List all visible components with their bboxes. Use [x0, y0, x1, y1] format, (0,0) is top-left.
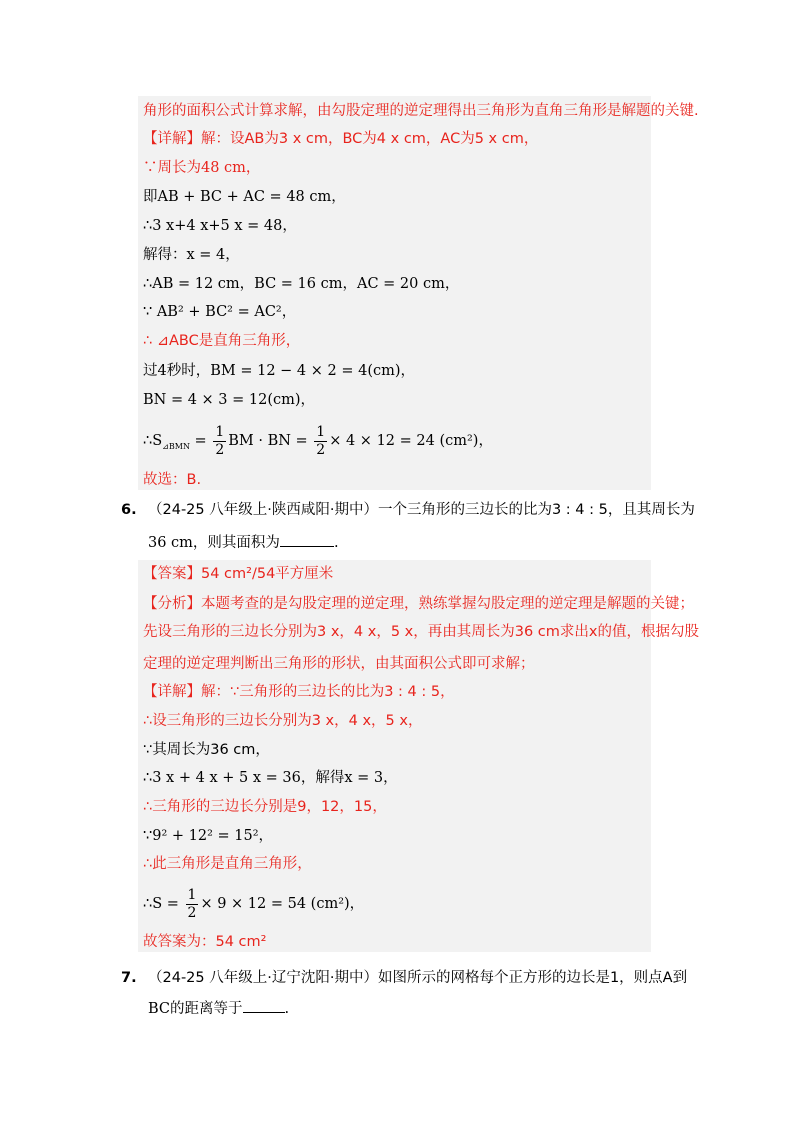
q6-detail-4: ∴3 x + 4 x + 5 x = 36，解得x = 3，: [143, 770, 398, 786]
q6-final-answer: 故答案为：54 cm²: [143, 934, 267, 950]
q5-line-9: BN = 4 × 3 = 12(cm)，: [143, 392, 316, 408]
q6-area-formula: ∴S = $\frac{1}{2}$ × 9 × 12 = 54 (cm²)，: [143, 886, 365, 921]
q6-analysis-3: 定理的逆定理判断出三角形的形状，由其面积公式即可求解；: [143, 656, 535, 672]
q7-continuation: BC的距离等于 .: [148, 998, 289, 1019]
q7-number: 7.: [121, 970, 137, 986]
q6-detail-5: ∴三角形的三边长分别是9，12，15，: [143, 799, 387, 815]
q5-detail-tag: 【详解】: [143, 131, 201, 147]
fraction-half-2: $\frac{1}{2}$: [316, 423, 326, 458]
q5-line-2: 即AB + BC + AC = 48 cm，: [143, 189, 346, 205]
q6-answer: 【答案】54 cm²/54平方厘米: [143, 566, 334, 582]
q6-detail-3: ∵其周长为36 cm，: [143, 742, 270, 758]
q5-line-4: 解得：x = 4，: [143, 247, 240, 263]
q5-detail-line: [143, 129, 538, 149]
q7-answer-blank: [243, 998, 285, 1013]
q6-number: 6.: [121, 502, 137, 518]
fraction-half-1: $\frac{1}{2}$: [215, 423, 225, 458]
q6-detail-1: 【详解】解：∵三角形的三边长的比为3 : 4 : 5，: [143, 684, 455, 700]
q5-line-3: ∴3 x+4 x+5 x = 48，: [143, 218, 297, 234]
q6-analysis-1: 【分析】本题考查的是勾股定理的逆定理，熟练掌握勾股定理的逆定理是解题的关键；: [143, 596, 694, 612]
q5-choice: 故选：B.: [143, 472, 202, 488]
q5-line-7: ∴ ⊿ABC是直角三角形，: [143, 333, 301, 349]
fraction-half-3: $\frac{1}{2}$: [187, 886, 197, 921]
q5-line-1: ∵周长为48 cm，: [143, 160, 261, 176]
q6-answer-blank: [280, 532, 334, 547]
q5-line-5: ∴AB = 12 cm，BC = 16 cm，AC = 20 cm，: [143, 276, 460, 292]
q5-detail-text: 解：设AB为3 x cm，BC为4 x cm，AC为5 x cm，: [201, 131, 539, 147]
q6-continuation: 36 cm，则其面积为 .: [148, 532, 339, 553]
q6-detail-7: ∴此三角形是直角三角形，: [143, 856, 312, 872]
q7-source: （24-25 八年级上·辽宁沈阳·期中）如图所示的网格每个正方形的边长是1，则点A到: [148, 970, 688, 986]
q5-area-formula: $\therefore S_{⊿BMN}$ = $\frac{1}{2}$ BM · BN = $\frac{1}{2}$ × 4 × 12 = 24 (cm²)，: [143, 423, 493, 458]
q5-analysis-tail: 角形的面积公式计算求解，由勾股定理的逆定理得出三角形为直角三角形是解题的关键.: [143, 103, 699, 119]
q6-source: （24-25 八年级上·陕西咸阳·期中）一个三角形的三边长的比为3 : 4 : 5，且其周长为: [148, 502, 695, 518]
q6-detail-2: ∴设三角形的三边长分别为3 x，4 x，5 x，: [143, 713, 423, 729]
q5-line-6: ∵ AB² + BC² = AC²，: [143, 304, 297, 320]
q6-detail-6: ∵9² + 12² = 15²，: [143, 828, 274, 844]
q6-analysis-2: 先设三角形的三边长分别为3 x，4 x，5 x，再由其周长为36 cm求出x的值，根据勾股: [143, 624, 699, 640]
q5-line-8: 过4秒时，BM = 12 − 4 × 2 = 4(cm)，: [143, 363, 416, 379]
